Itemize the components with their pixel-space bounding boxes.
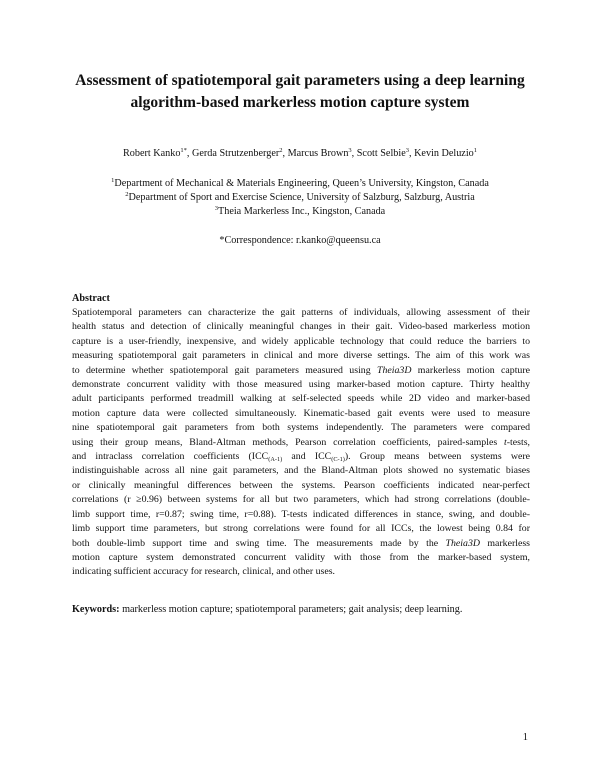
correspondence: *Correspondence: r.kanko@queensu.ca	[219, 235, 381, 246]
abstract-line: adult participants performed treadmill walking at self-selected speeds while 2D video and marker-based	[72, 393, 530, 405]
abstract-line: indistinguishable across all nine gait parameters, and the Bland-Altman plots showed no systematic biases	[72, 465, 530, 477]
author-affiliation-mark: 1	[473, 147, 478, 154]
author	[357, 148, 409, 159]
abstract-line: nine spatiotemporal gait parameters from both systems independently. The parameters were compared	[72, 422, 530, 434]
abstract-italic-term: t	[504, 436, 507, 448]
author-name: Scott Selbie	[356, 148, 406, 159]
abstract-text: to determine whether spatiotemporal gait parameters measured using	[72, 364, 377, 376]
abstract-text: markerless motion capture	[411, 364, 530, 376]
abstract-text: and intraclass correlation coefficients (ICC	[72, 451, 269, 463]
author-name: Gerda Strutzenberger	[192, 148, 280, 159]
abstract-text: and ICC	[282, 451, 332, 463]
abstract-line: Spatiotemporal parameters can characterize the gait patterns of individuals, allowing assessment of their	[72, 307, 530, 318]
abstract-line: capture is a user-friendly, inexpensive, and widely applicable technology that could reduce the barriers to	[72, 335, 530, 347]
page-number: 1	[522, 732, 528, 743]
abstract-italic-term: Theia3D	[445, 537, 480, 549]
paper-title	[40, 70, 560, 114]
affiliation-list	[40, 177, 560, 219]
abstract-text: -tests,	[506, 436, 530, 448]
abstract-line	[72, 364, 530, 378]
abstract-line: demonstrate concurrent validity with those measured using marker-based motion capture. Thirty healthy	[72, 379, 530, 391]
abstract-line: or clinically meaningful differences between the systems. Pearson coefficients indicated near-perfect	[72, 479, 530, 491]
abstract-text: both double-limb support time and swing time. The measurements made by the	[72, 537, 446, 549]
keywords	[72, 603, 462, 617]
author-separator: ,	[408, 148, 415, 159]
abstract-line: measuring spatiotemporal gait parameters in clinical and more diverse settings. The aim of this work was	[72, 350, 530, 362]
abstract-italic-term: Theia3D	[377, 364, 412, 376]
author-name: Marcus Brown	[287, 148, 349, 159]
abstract-line: limb support time, r=0.87; swing time, r=0.88). T-tests indicated differences in stance, swing, and double-	[72, 508, 530, 520]
author-separator: ,	[351, 148, 357, 159]
affiliation	[40, 191, 560, 205]
abstract-text: using their group means, Bland-Altman methods, Pearson correlation coefficients, paired-samples	[72, 436, 504, 448]
title-line-1: Assessment of spatiotemporal gait parameters using a deep learning	[75, 72, 525, 89]
abstract-line: motion capture system demonstrated concurrent validity with those from the marker-based system,	[72, 551, 530, 563]
author-name: Robert Kanko	[122, 148, 181, 159]
abstract-subscript: (A-1)	[268, 456, 283, 464]
abstract-line	[72, 450, 530, 464]
abstract-line: limb support time parameters, but strong correlations were found for all ICCs, the lowest being 0.84 for	[72, 523, 530, 535]
author	[123, 148, 187, 159]
author-separator: ,	[186, 148, 193, 159]
author-affiliation-mark: 3	[348, 147, 352, 154]
keywords-label: Keywords:	[72, 604, 120, 615]
author-affiliation-mark: 2	[279, 147, 283, 154]
author-affiliation-mark: 3	[405, 147, 409, 154]
affiliation-text: Department of Sport and Exercise Science, University of Salzburg, Salzburg, Austria	[128, 192, 475, 203]
keywords-text: markerless motion capture; spatiotemporal parameters; gait analysis; deep learning.	[119, 604, 463, 615]
abstract-subscript: (C-1)	[331, 456, 345, 464]
abstract-line	[72, 537, 530, 551]
abstract-body	[72, 306, 530, 580]
affiliation-text: Department of Mechanical & Materials Engineering, Queen’s University, Kingston, Canada	[114, 178, 489, 189]
abstract-line: indicating sufficient accuracy for research, clinical, and other uses.	[72, 566, 336, 578]
author	[288, 148, 352, 159]
author-affiliation-mark: 1*	[180, 147, 187, 154]
author-list	[40, 147, 560, 161]
author	[414, 148, 477, 159]
author-separator: ,	[282, 148, 288, 159]
affiliation-text: Theia Markerless Inc., Kingston, Canada	[218, 206, 386, 217]
abstract-text: ). Group means between systems were	[344, 451, 530, 463]
affiliation-mark: 3	[214, 205, 219, 212]
abstract-text: markerless	[479, 537, 530, 549]
abstract-line: correlations (r ≥0.96) between systems for all but two parameters, which had strong correlations (double-	[72, 494, 530, 506]
abstract-line: health status and detection of clinically meaningful changes in their gait. Video-based markerless motion	[72, 321, 530, 333]
author-name: Kevin Deluzio	[414, 148, 474, 159]
author	[192, 148, 282, 159]
affiliation-mark: 1	[111, 177, 115, 184]
affiliation	[40, 205, 560, 219]
abstract-line	[72, 436, 530, 450]
affiliation-mark: 2	[125, 191, 129, 198]
title-line-2: algorithm-based markerless motion capture system	[130, 94, 470, 111]
abstract-line: motion capture data were collected simultaneously. Kinematic-based gait events were used to measure	[72, 407, 530, 419]
affiliation	[40, 177, 560, 191]
abstract-heading: Abstract	[72, 293, 110, 304]
